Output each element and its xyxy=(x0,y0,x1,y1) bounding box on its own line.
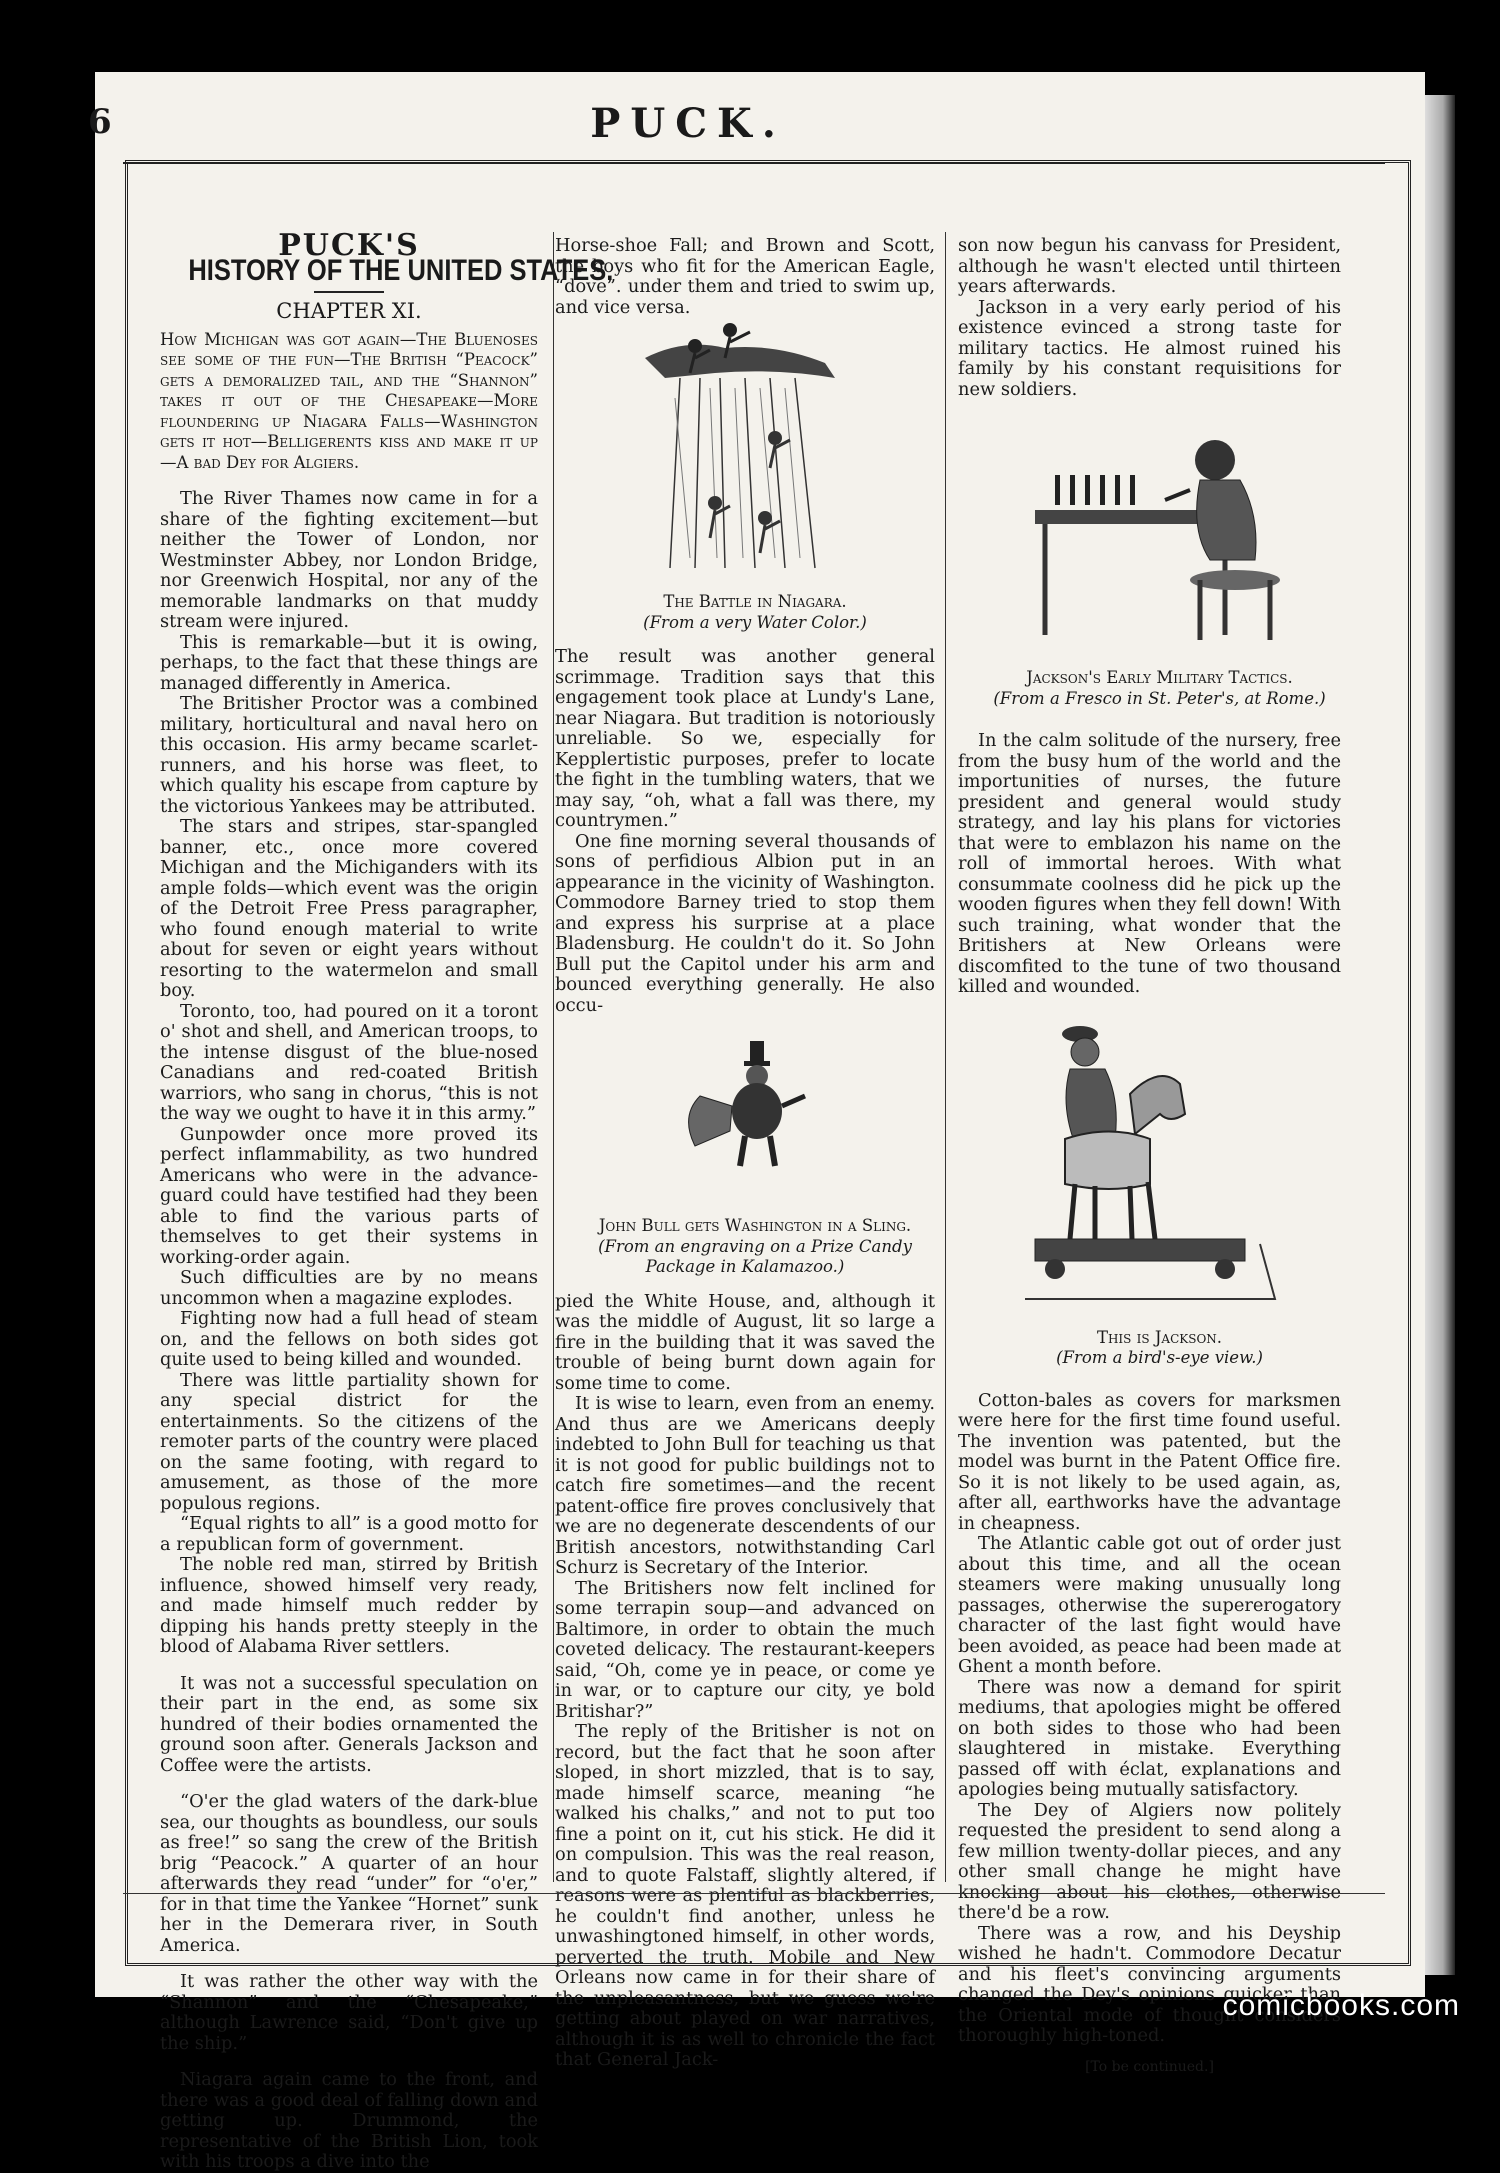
paragraph: There was little partiality shown for any special district for the entertainments. So the citizens of the remoter parts of the country were placed on the same footing, with regard to amusement, as those of the more populous regions. xyxy=(160,1369,538,1514)
john-bull-illustration xyxy=(670,1036,820,1176)
paragraph: In the calm solitude of the nursery, free from the busy hum of the world and the importunities of nurses, the future president and general would study strategy, and lay his plans for victories that were to emblazon his name on the roll of immortal heroes. With what consummate coolness did he pick up the wooden figures when they fell down! With such training, what wonder that the Britishers at New Orleans were discomfited to the tune of two thousand killed and wounded. xyxy=(958,730,1341,997)
paragraph: Horse-shoe Fall; and Brown and Scott, the boys who fit for the American Eagle, “dove”. under them and tried to swim up, and vice versa. xyxy=(555,235,935,318)
chapter-heading: CHAPTER XI. xyxy=(276,299,422,323)
boy-with-toy-soldiers-illustration xyxy=(1015,420,1285,650)
paragraph: There was a row, and his Deyship wished he hadn't. Commodore Decatur and his fleet's convincing arguments changed the Dey's opinions quicker than the Oriental mode of thought considers thoroughly high-toned. xyxy=(958,1922,1341,2046)
paragraph: It is wise to learn, even from an enemy. And thus are we Americans deeply indebted to John Bull for teaching us that it is not good for public buildings not to catch fire sometimes—and the recent patent-office fire proves conclusively that we are no degenerate descendents of our British ancestors, notwithstanding Carl Schurz is Secretary of the Interior. xyxy=(555,1393,935,1578)
paragraph: son now begun his canvass for President, although he wasn't elected until thirteen years afterwards. xyxy=(958,235,1341,297)
paragraph: Such difficulties are by no means uncommon when a magazine explodes. xyxy=(160,1267,538,1309)
paragraph: “Equal rights to all” is a good motto for a republican form of government. xyxy=(160,1513,538,1555)
figure-caption: John Bull gets Washington in a Sling. xyxy=(598,1216,912,1235)
column-1 xyxy=(160,228,614,2172)
paragraph: The Britishers now felt inclined for some terrapin soup—and advanced on Baltimore, in order to obtain the much coveted delicacy. The restaurant-keepers said, “Oh, come ye in peace, or come ye in war, or to capture our city, ye bold Britishar?” xyxy=(555,1577,935,1722)
figure-caption: Jackson's Early Military Tactics. xyxy=(1026,668,1293,687)
paragraph: The reply of the Britisher is not on record, but the fact that he soon after sloped, in short mizzled, that is to say, made himself scarce, meaning “he walked his chalks,” and not to put too fine a point on it, cut his stick. He did it on compulsion. This was the real reason, and to quote Falstaff, slightly altered, if reasons were as plentiful as blackberries, he couldn't find another, unless he unwashingtoned himself, in other words, perverted the truth. Mobile and New Orleans now came in for their share of the unpleasantness, but we guess we're getting about played on war narratives, although it is as well to chronicle the fact that General Jack- xyxy=(555,1721,935,2070)
masthead: PUCK. xyxy=(590,100,786,147)
paragraph: The noble red man, stirred by British influence, showed himself very ready, and made himself much redder by dipping his hands pretty steeply in the blood of Alabama River settlers. xyxy=(160,1554,538,1657)
paragraph: Fighting now had a full head of steam on, and the fellows on both sides got quite used to being killed and wounded. xyxy=(160,1308,538,1370)
column-divider xyxy=(553,232,554,1882)
paragraph: Niagara again came to the front, and there was a good deal of falling down and getting up. Drummond, the representative of the British Lion, took with his troops a dive into the xyxy=(160,2069,538,2172)
page-number: 6 xyxy=(88,102,112,142)
title-rule xyxy=(314,291,384,293)
header-rule xyxy=(123,162,1385,164)
paragraph: The result was another general scrimmage. Tradition says that this engagement took place at Lundy's Lane, near Niagara. But tradition is notoriously unreliable. So we, especially for Kepplertistic purposes, prefer to locate the fight in the tumbling waters, that we may say, “oh, what a fall was there, my countrymen.” xyxy=(555,646,935,831)
figure-caption: This is Jackson. xyxy=(1096,1327,1223,1347)
paragraph: Gunpowder once more proved its perfect inflammability, as two hundred Americans who were in the advance-guard could have testified had they been able to find the various parts of themselves to get their systems in working-order again. xyxy=(160,1123,538,1268)
footer-rule xyxy=(123,1893,1385,1894)
watermark: comicbooks.com xyxy=(1222,1989,1460,2022)
paragraph: The Atlantic cable got out of order just about this time, and all the ocean steamers were making unusually long passages, otherwise the supererogatory character of the last fight would have been avoided, as peace had been made at Ghent a month before. xyxy=(958,1533,1341,1677)
figure-caption: The Battle in Niagara. xyxy=(663,592,847,611)
figure-credit: (From a bird's-eye view.) xyxy=(1056,1348,1263,1367)
paragraph: pied the White House, and, although it was the middle of August, lit so large a fire in the building that it was saved the trouble of being burnt down again for some time to come. xyxy=(555,1290,935,1394)
figure-credit: (From a Fresco in St. Peter's, at Rome.) xyxy=(993,688,1326,708)
figure-credit: (From an engraving on a Prize Candy Package in Kalamazoo.) xyxy=(598,1236,912,1276)
next-page-edge xyxy=(1425,95,1455,1975)
continued-notice: [To be continued.] xyxy=(1085,2058,1214,2075)
column-divider xyxy=(945,232,946,1882)
paragraph: The River Thames now came in for a share of the fighting excitement—but neither the Tower of London, nor Westminster Abbey, nor London Bridge, nor Greenwich Hospital, nor any of the memorable landmarks on that muddy stream were injured. xyxy=(160,488,538,632)
paragraph: Cotton-bales as covers for marksmen were here for the first time found useful. The invention was patented, but the model was burnt in the Patent Office fire. So it is not likely to be used again, as, after all, earthworks have the advantage in cheapness. xyxy=(958,1389,1341,1534)
paragraph: Toronto, too, had poured on it a toront o' shot and shell, and American troops, to the intense disgust of the blue-nosed Canadians and red-coated British warriors, who sang in chorus, “this is not the way we ought to have it in this army.” xyxy=(160,1000,538,1124)
paragraph: It was rather the other way with the “Shannon” and the “Chesapeake,” although Lawrence said, “Don't give up the ship.” xyxy=(160,1971,538,2054)
paragraph: The Dey of Algiers now politely requested the president to send along a few million twenty-dollar pieces, and any other small change he might have knocking about his clothes, otherwise there'd be a row. xyxy=(958,1799,1341,1923)
waterfall-illustration xyxy=(625,318,865,578)
paragraph: “O'er the glad waters of the dark-blue sea, our thoughts as boundless, our souls as free!” so sang the crew of the British brig “Peacock.” A quarter of an hour afterwards they read “under” for “o'er,” for in that time the Yankee “Hornet” sunk her in the Demerara river, in South America. xyxy=(160,1791,538,1956)
paragraph: The Britisher Proctor was a combined military, horticultural and naval hero on this occasion. His army became scarlet-runners, and his horse was fleet, to which quality his escape from capture by the victorious Yankees may be attributed. xyxy=(160,693,538,817)
column-2 xyxy=(555,235,935,2070)
paragraph: It was not a successful speculation on their part in the end, as some six hundred of their bodies ornamented the ground soon after. Generals Jackson and Coffee were the artists. xyxy=(160,1672,538,1776)
article-title: PUCK'S xyxy=(278,228,420,263)
paragraph: One fine morning several thousands of sons of perfidious Albion put in an appearance in the vicinity of Washington. Commodore Barney tried to stop them and express his surprise at a place Bladensburg. He couldn't do it. So John Bull put the Capitol under his arm and bounced everything generally. He also occu- xyxy=(555,830,935,1016)
chapter-summary: How Michigan was got again—The Bluenoses see some of the fun—The British “Peacock” gets a demoralized tail, and the “Shannon” takes it out of the Chesapeake—More floundering up Niagara Falls—Washington gets it hot—Belligerents kiss and make it up—A bad Dey for Algiers. xyxy=(160,329,538,472)
page-header xyxy=(88,100,1288,160)
boy-on-rocking-horse-illustration xyxy=(1020,1014,1280,1314)
paragraph: This is remarkable—but it is owing, perhaps, to the fact that these things are managed differently in America. xyxy=(160,631,538,694)
figure-credit: (From a very Water Color.) xyxy=(643,612,867,632)
article-subtitle: HISTORY OF THE UNITED STATES. xyxy=(188,253,614,287)
paragraph: The stars and stripes, star-spangled banner, etc., once more covered Michigan and the Michiganders with its ample folds—which event was the origin of the Detroit Free Press paragrapher, who found enough material to write about for seven or eight years without resorting to the watermelon and small boy. xyxy=(160,816,538,1001)
paragraph: Jackson in a very early period of his existence evinced a strong taste for military tactics. He almost ruined his family by his constant requisitions for new soldiers. xyxy=(958,296,1341,400)
paragraph: There was now a demand for spirit mediums, that apologies might be offered on both sides to those who had been slaughtered in mistake. Everything passed off with éclat, explanations and apologies being mutually satisfactory. xyxy=(958,1676,1341,1800)
